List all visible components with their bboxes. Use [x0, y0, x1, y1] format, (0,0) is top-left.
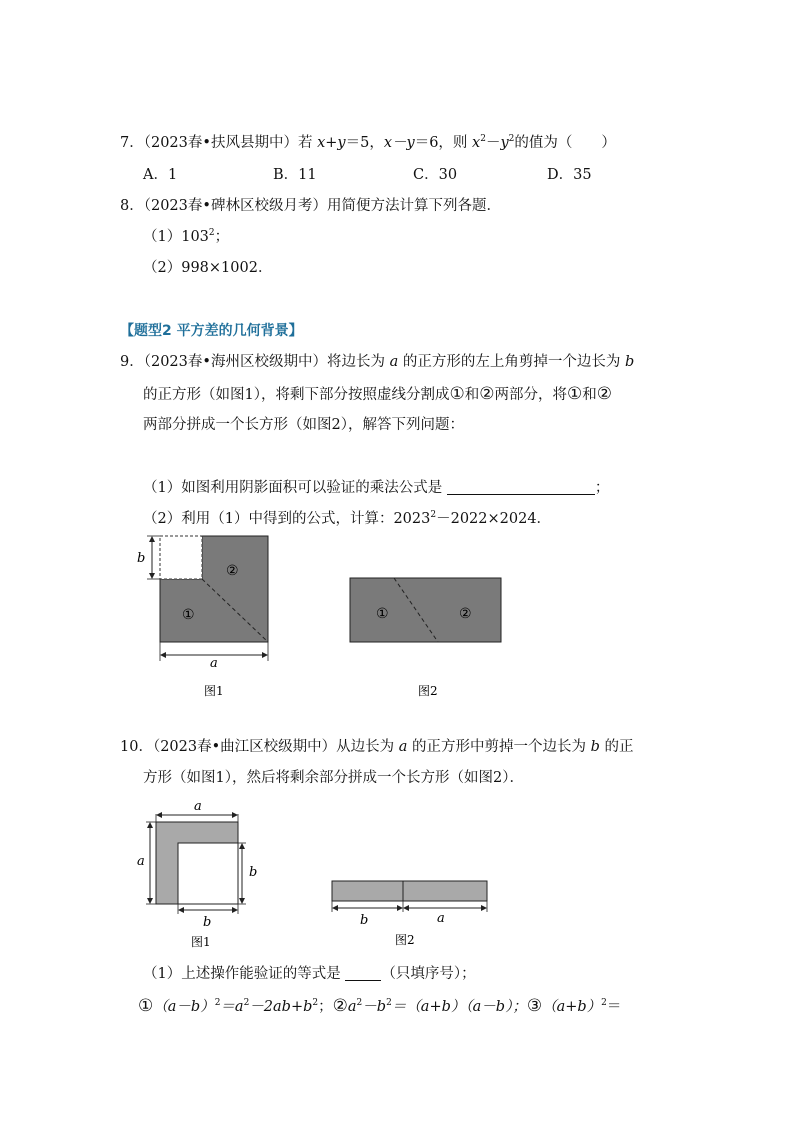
q9-fig2-rectangle — [350, 578, 501, 642]
q10-option-3-marker: ③ — [526, 996, 543, 1016]
q9-stem-line1: 9．（2023春•海州区校级期中）将边长为 a 的正方形的左上角剪掉一个边长为 b — [120, 354, 635, 370]
q10-part1: （1）上述操作能验证的等式是 （只填序号）； — [143, 966, 476, 982]
q7-source: （2023春•扶风县期中） — [143, 135, 298, 151]
q10-stem-line2: 方形（如图1），然后将剩余部分拼成一个长方形（如图2）． — [143, 770, 524, 786]
q10-options-line: $①(a-b)^2=a^2-2ab+b^2$；$②a^2-b^2=(a+b)(a-b)$；$③(a+b)^2=$ — [138, 996, 622, 1016]
q8-stem: 8．（2023春•碑林区校级月考）用简便方法计算下列各题． — [120, 198, 501, 214]
q10-fig1-label-right-b: b — [249, 865, 258, 880]
q9-fig2-region1: ① — [376, 606, 389, 622]
q10-fig1-label-left-a: a — [137, 854, 145, 869]
q10-fig2-caption: 图2 — [395, 933, 415, 947]
q9-figure1 — [130, 530, 280, 710]
q10-fig2-label-a: a — [437, 911, 445, 926]
section-heading: 【题型2 平方差的几何背景】 — [120, 323, 303, 339]
q7-option-d[interactable]: D．35 — [547, 167, 592, 183]
q7-option-a[interactable]: A．1 — [143, 167, 178, 183]
q9-source: （2023春•海州区校级期中） — [143, 354, 327, 370]
q7-number: 7． — [120, 135, 144, 151]
q10-fig2-rectangle — [332, 881, 487, 901]
q9-part2: （2）利用（1）中得到的公式，计算：$2023^2-2022\times 2024$． — [143, 510, 552, 527]
q7-option-c[interactable]: C．30 — [413, 167, 458, 183]
q10-answer-blank[interactable] — [345, 966, 381, 981]
q9-answer-blank[interactable] — [447, 480, 595, 495]
q9-fig2-region2: ② — [459, 606, 472, 622]
q9-stem-line2: 的正方形（如图1），将剩下部分按照虚线分割成①和②两部分，将①和② — [143, 384, 612, 404]
q10-source: （2023春•曲江区校级期中） — [152, 739, 337, 755]
q10-fig1-label-bottom-b: b — [203, 915, 212, 930]
q8-source: （2023春•碑林区校级月考） — [143, 198, 327, 214]
q8-part1: $(1)103^2$； — [143, 228, 230, 245]
q10-fig2-label-b: b — [360, 913, 369, 928]
q9-fig1-cut-square — [160, 536, 202, 579]
q7-option-b[interactable]: B．11 — [273, 167, 317, 183]
q7-stem: 7．（2023春•扶风县期中）若 x+y＝5，x－y＝6，则 $x^2-y^2$的值为（ ） — [120, 134, 616, 151]
q10-fig1-caption: 图1 — [191, 935, 211, 949]
q10-option-2-marker: ② — [332, 996, 348, 1016]
q9-stem-line3: 两部分拼成一个长方形（如图2），解答下列问题： — [143, 417, 464, 433]
q9-fig1-label-b: b — [137, 551, 146, 566]
q8-number: 8． — [120, 198, 144, 214]
q9-fig1-region2: ② — [226, 563, 239, 579]
q9-number: 9． — [120, 354, 144, 370]
q10-fig1-label-top-a: a — [194, 799, 202, 814]
q9-fig1-region1: ① — [182, 607, 195, 623]
q9-part1: （1）如图利用阴影面积可以验证的乘法公式是 ； — [143, 480, 610, 496]
q9-fig2-caption: 图2 — [418, 684, 438, 698]
q10-number: 10． — [120, 739, 153, 755]
q10-option-1-marker: ① — [138, 996, 154, 1016]
q10-figure2 — [325, 872, 495, 952]
q10-figure1 — [130, 795, 270, 955]
q8-part2: （2）998×1002． — [143, 260, 273, 276]
q9-fig1-caption: 图1 — [204, 684, 224, 698]
q9-figure2 — [340, 570, 510, 710]
q10-stem-line1: 10．（2023春•曲江区校级期中）从边长为 a 的正方形中剪掉一个边长为 b 的正 — [120, 739, 634, 755]
q9-fig1-label-a: a — [210, 656, 218, 671]
